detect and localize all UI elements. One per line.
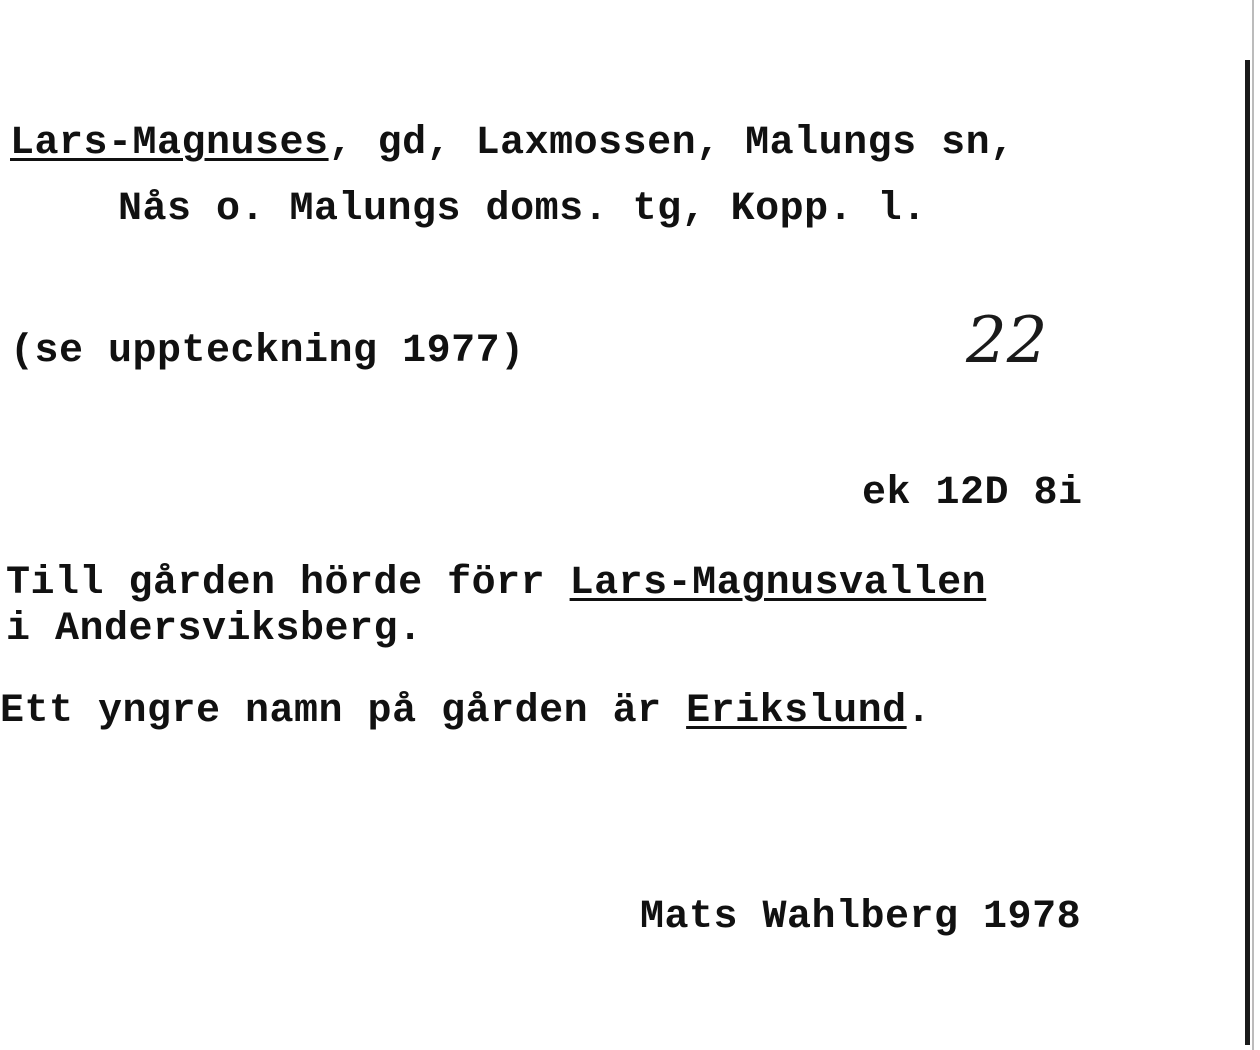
archive-code: ek 12D 8i <box>862 471 1083 516</box>
heading-line-2: Nås o. Malungs doms. tg, Kopp. l. <box>118 187 927 232</box>
reference-note: (se uppteckning 1977) <box>10 329 525 374</box>
farm-name: Lars-Magnuses <box>10 121 329 166</box>
handwritten-number: 22 <box>966 304 1048 378</box>
summer-farm-name: Lars-Magnusvallen <box>569 561 987 606</box>
heading-line-1 <box>10 122 1015 166</box>
paragraph-2 <box>0 690 931 734</box>
paragraph-1-text: Till gården hörde förr <box>6 561 570 606</box>
newer-farm-name: Erikslund <box>686 689 907 734</box>
card-edge <box>1245 60 1250 1045</box>
heading-location: , gd, Laxmossen, Malungs sn, <box>328 121 1015 166</box>
card-edge-shadow <box>1252 0 1254 1050</box>
paragraph-1-line-1 <box>6 562 986 606</box>
paragraph-2-text: Ett yngre namn på gården är <box>0 689 687 734</box>
signature: Mats Wahlberg 1978 <box>640 895 1082 940</box>
paragraph-1-line-2: i Andersviksberg. <box>6 607 423 652</box>
paragraph-2-suffix: . <box>906 689 932 734</box>
